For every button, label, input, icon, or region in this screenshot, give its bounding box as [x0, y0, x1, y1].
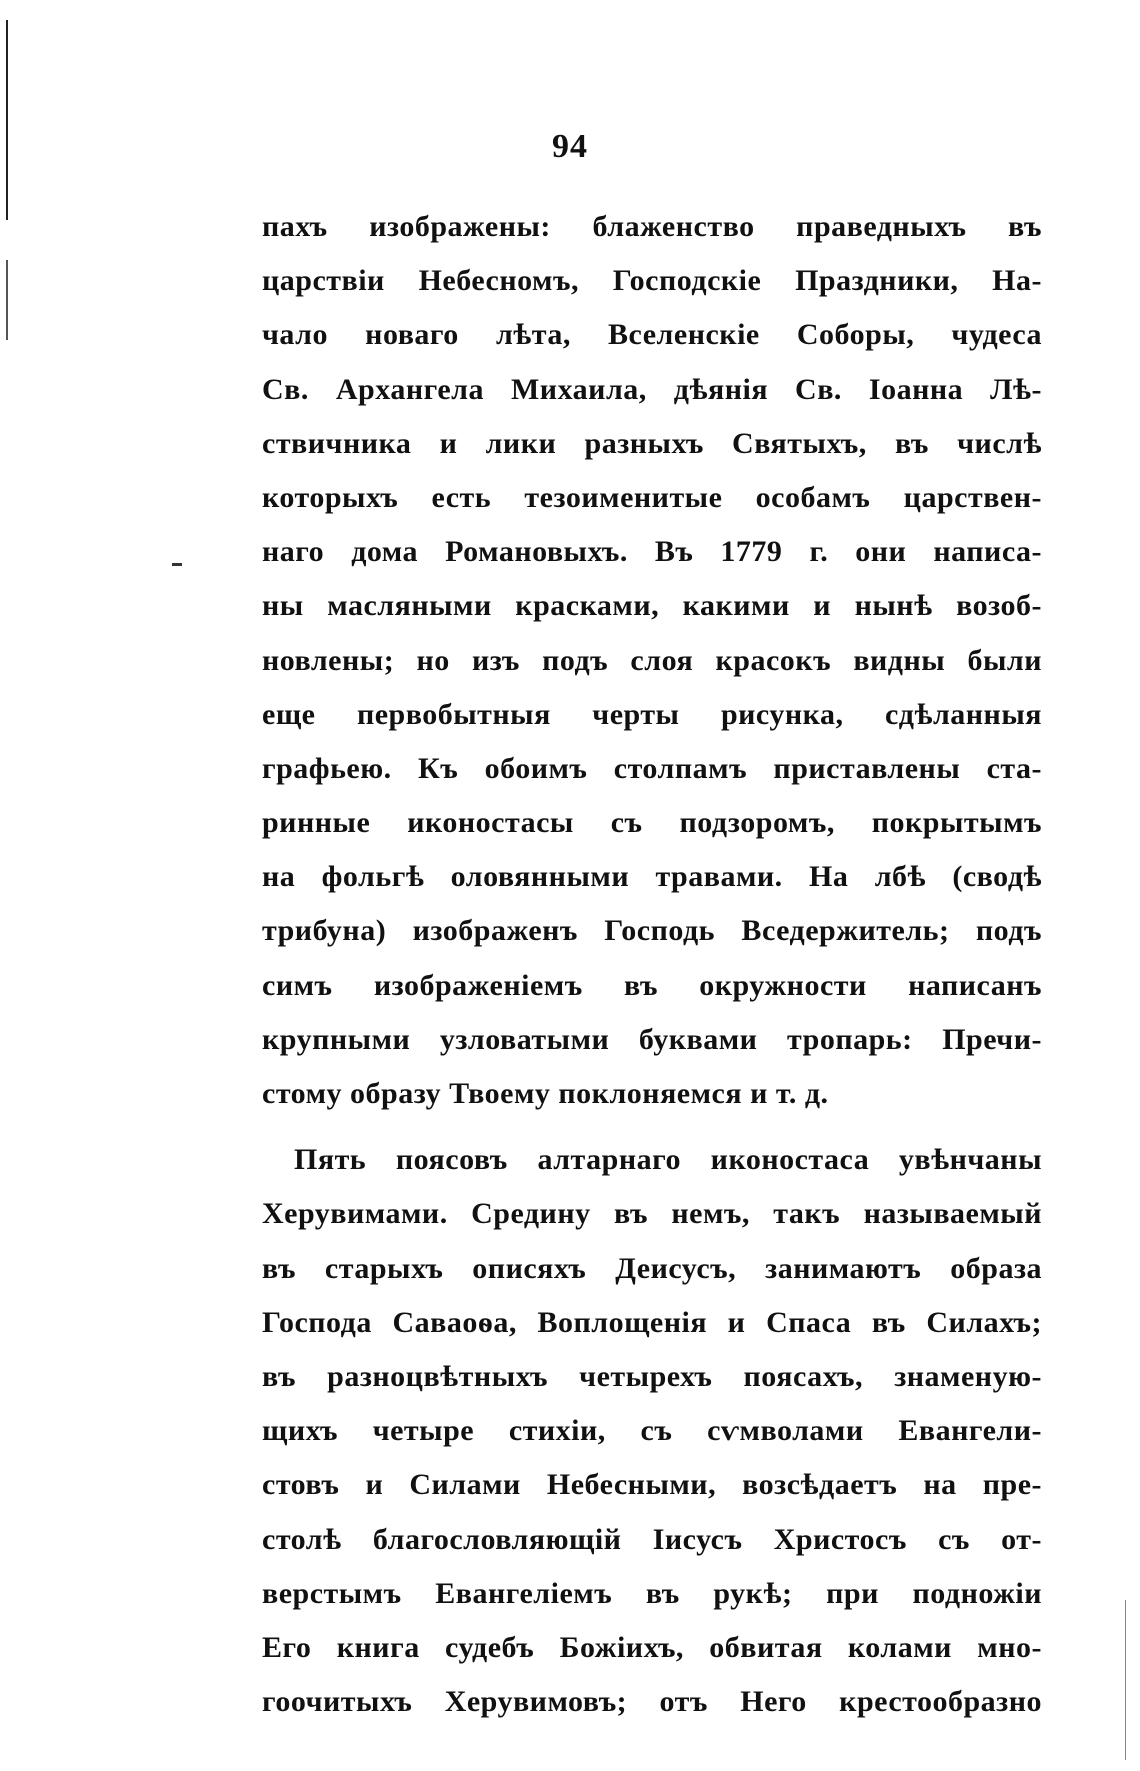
paragraph: [262, 1133, 1042, 1729]
text-line: чало новаго лѣта, Вселенскіе Соборы, чудеса: [262, 318, 1042, 352]
text-line: ствичника и лики разныхъ Святыхъ, въ числѣ: [262, 426, 1042, 460]
text-line: Св. Архангела Михаила, дѣянія Св. Іоанна Лѣ-: [262, 372, 1042, 406]
text-line: Херувимами. Средину въ немъ, такъ называемый: [262, 1197, 1042, 1231]
text-line: стовъ и Силами Небесными, возсѣдаетъ на пре-: [262, 1468, 1042, 1502]
text-line: трибуна) изображенъ Господь Вседержитель; подъ: [262, 914, 1042, 948]
text-line: гоочитыхъ Херувимовъ; отъ Него крестообразно: [262, 1685, 1042, 1719]
paragraph: [262, 200, 1042, 1121]
scan-edge-line: [1125, 1600, 1126, 1760]
text-line: въ разноцвѣтныхъ четырехъ поясахъ, знаменую-: [262, 1359, 1042, 1393]
text-line: Господа Саваоѳа, Воплощенія и Спаса въ Силахъ;: [262, 1305, 1042, 1339]
text-line: щихъ четыре стихіи, съ сѵмволами Евангели-: [262, 1414, 1042, 1448]
scan-edge-line: [6, 260, 8, 340]
text-line: графьею. Къ обоимъ столпамъ приставлены ста-: [262, 751, 1042, 785]
text-line: на фольгѣ оловянными травами. На лбѣ (сводѣ: [262, 860, 1042, 894]
text-line: стому образу Твоему поклоняемся и т. д.: [262, 1077, 829, 1110]
margin-mark: [172, 563, 182, 566]
paragraph-gap: [262, 1121, 1042, 1133]
body-text: [262, 200, 1042, 1729]
text-line: ринные иконостасы съ подзоромъ, покрытымъ: [262, 806, 1042, 840]
text-line: наго дома Романовыхъ. Въ 1779 г. они написа-: [262, 535, 1042, 569]
text-line: верстымъ Евангеліемъ въ рукѣ; при подножіи: [262, 1576, 1042, 1610]
text-line: царствіи Небесномъ, Господскіе Праздники, На-: [262, 264, 1042, 298]
text-line: въ старыхъ описяхъ Деисусъ, занимаютъ образа: [262, 1251, 1042, 1285]
text-line: новлены; но изъ подъ слоя красокъ видны были: [262, 643, 1042, 677]
text-line: симъ изображеніемъ въ окружности написанъ: [262, 968, 1042, 1002]
text-line: пахъ изображены: блаженство праведныхъ въ: [262, 210, 1042, 243]
scan-edge-line: [6, 20, 8, 220]
text-line: Его книга судебъ Божіихъ, обвитая колами мно-: [262, 1630, 1042, 1664]
text-line: крупными узловатыми буквами тропарь: Пречи-: [262, 1022, 1042, 1056]
page-number: 94: [552, 128, 588, 165]
text-line: столѣ благословляющій Іисусъ Христосъ съ от-: [262, 1522, 1042, 1556]
text-line: Пять поясовъ алтарнаго иконостаса увѣнчаны: [294, 1143, 1042, 1177]
text-line: еще первобытныя черты рисунка, сдѣланныя: [262, 697, 1042, 731]
text-line: которыхъ есть тезоименитые особамъ царствен-: [262, 480, 1042, 514]
text-line: ны масляными красками, какими и нынѣ возоб-: [262, 589, 1042, 623]
